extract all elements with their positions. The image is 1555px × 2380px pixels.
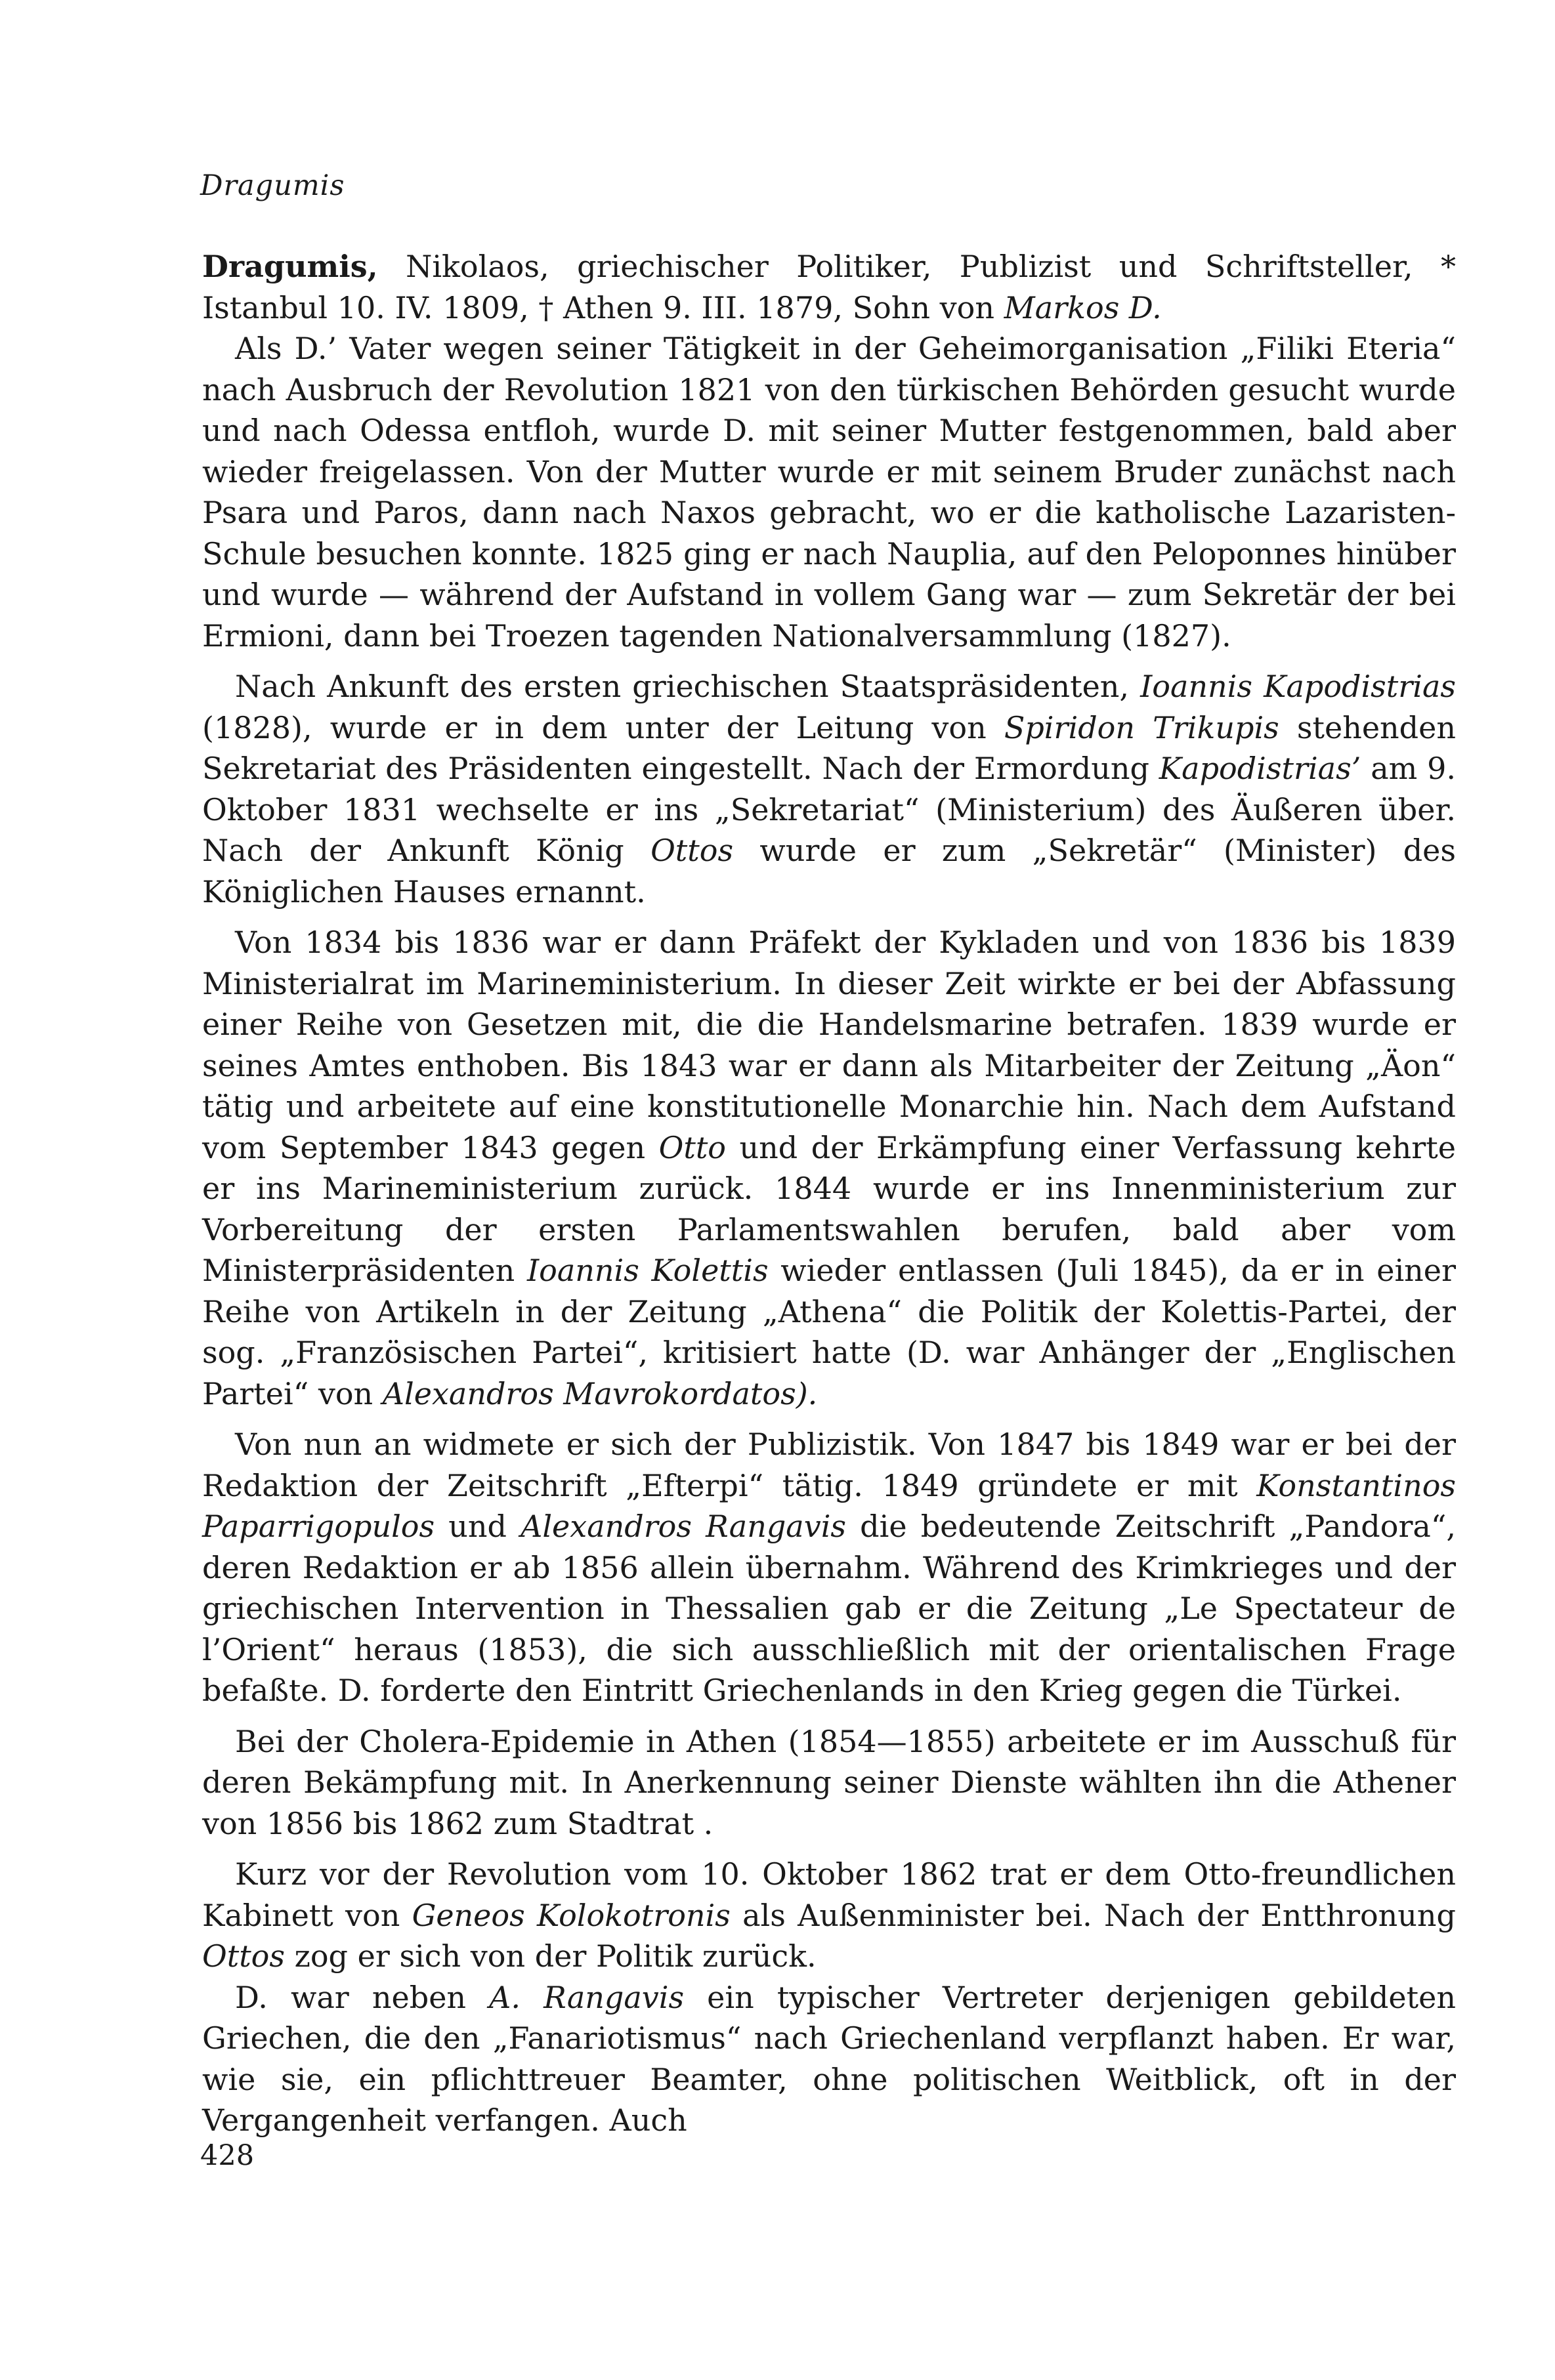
text-run: und der Erkämpfung einer Verfassung kehrte er ins Marineministerium zurück. 1844 wurde er ins Innenministerium zur Vorbereitung der ersten Parlamentswahlen berufen, bald aber vom Ministerpräsidenten [202, 1129, 1456, 1288]
text-run: ein typischer Vertreter derjenigen gebildeten Griechen, die den „Fanariotismus“ nach Griechenland verpflanzt haben. Er war, wie sie, ein pflichttreuer Beamter, ohne politischen Weitblick, oft in der Vergangenheit verfangen. Auch [202, 1979, 1456, 2138]
paragraph-5 [202, 1721, 1456, 1845]
text-run: Kurz vor der Revolution vom 10. Oktober 1862 trat er dem Otto-freundlichen Kabinett von [202, 1856, 1456, 1933]
text-run: Von 1834 bis 1836 war er dann Präfekt der Kykladen und von 1836 bis 1839 Ministerialrat im Marineministerium. In dieser Zeit wirkte er bei der Abfassung einer Reihe von Gesetzen mit, die die Handelsmarine betrafen. 1839 wurde er seines Amtes enthoben. Bis 1843 war er dann als Mitarbeiter der Zeitung „Äon“ tätig und arbeitete auf eine konstitutionelle Monarchie hin. Nach dem Aufstand vom September 1843 gegen [202, 925, 1456, 1165]
paragraph-7 [202, 1977, 1456, 2141]
text-run: wieder entlassen (Juli 1845), da er in einer Reihe von Artikeln in der Zeitung „Athena“ die Politik der Kolettis-Partei, der sog. „Französischen Partei“, kritisiert hatte (D. war Anhänger der „Englischen Partei“ von [202, 1253, 1456, 1411]
text-run: und [435, 1509, 521, 1544]
running-head: Dragumis [200, 169, 345, 202]
paragraph-2 [202, 666, 1456, 912]
lemma: Dragumis, [202, 249, 378, 284]
person-name: Ioannis Kolettis [526, 1253, 769, 1288]
text-run: (1828), wurde er in dem unter der Leitung von [202, 709, 1004, 745]
text-run: D. war neben [235, 1979, 490, 2015]
entry-paragraph [202, 246, 1456, 328]
person-name: Spiridon Trikupis [1004, 709, 1279, 745]
person-name: Konstantinos Paparrigopulos [202, 1467, 1456, 1544]
text-run: zog er sich von der Politik zurück. [284, 1938, 817, 1974]
person-name: Kapodistrias’ [1159, 751, 1361, 786]
person-name: Otto [658, 1129, 727, 1165]
person-name: A. Rangavis [489, 1979, 685, 2015]
paragraph-1 [202, 328, 1456, 656]
paragraph-4 [202, 1424, 1456, 1711]
paragraph-6 [202, 1854, 1456, 1977]
page-number: 428 [200, 2139, 255, 2172]
person-name: Ottos [650, 833, 734, 868]
body-text [202, 246, 1456, 2141]
text-run: wurde er zum „Sekretär“ (Minister) des Königlichen Hauses ernannt. [202, 833, 1456, 909]
paragraph-3 [202, 922, 1456, 1414]
person-name: Alexandros Mavrokordatos). [382, 1375, 818, 1411]
text-run: Von nun an widmete er sich der Publizistik. Von 1847 bis 1849 war er bei der Redaktion der Zeitschrift „Efterpi“ tätig. 1849 gründete er mit [202, 1427, 1456, 1503]
entry-father: Markos D. [1004, 289, 1162, 325]
text-run: Nach Ankunft des ersten griechischen Staatspräsidenten, [235, 669, 1141, 704]
text-run: als Außenminister bei. Nach der Entthronung [730, 1897, 1457, 1933]
paragraph-1-text: Als D.’ Vater wegen seiner Tätigkeit in der Geheimorganisation „Filiki Eteria“ nach Ausbruch der Revolution 1821 von den türkischen Behörden gesucht wurde und nach Odessa entfloh, wurde D. mit seiner Mutter festgenommen, bald aber wieder freigelassen. Von der Mutter wurde er mit seinem Bruder zunächst nach Psara und Paros, dann nach Naxos gebracht, wo er die katholische Lazaristen-Schule besuchen konnte. 1825 ging er nach Nauplia, auf den Peloponnes hinüber und wurde — während der Aufstand in vollem Gang war — zum Sekretär der bei Ermioni, dann bei Troezen tagenden Nationalversammlung (1827). [202, 331, 1456, 654]
person-name: Alexandros Rangavis [521, 1509, 847, 1544]
person-name: Ioannis Kapodistrias [1140, 669, 1456, 704]
person-name: Ottos [202, 1938, 285, 1974]
entry-intro: Nikolaos, griechischer Politiker, Publizist und Schriftsteller, * Istanbul 10. IV. 1809, † Athen 9. III. 1879, Sohn von [202, 249, 1456, 325]
text-run: stehenden Sekretariat des Präsidenten eingestellt. Nach der Ermordung [202, 709, 1456, 786]
text-run: die bedeutende Zeitschrift „Pandora“, deren Redaktion er ab 1856 allein übernahm. Während des Krimkrieges und der griechischen Intervention in Thessalien gab er die Zeitung „Le Spectateur de l’Orient“ heraus (1853), die sich ausschließlich mit der orientalischen Frage befaßte. D. forderte den Eintritt Griechenlands in den Krieg gegen die Türkei. [202, 1509, 1456, 1708]
person-name: Geneos Kolokotronis [412, 1897, 731, 1933]
paragraph-5-text: Bei der Cholera-Epidemie in Athen (1854—1855) arbeitete er im Ausschuß für deren Bekämpfung mit. In Anerkennung seiner Dienste wählten ihn die Athener von 1856 bis 1862 zum Stadtrat . [202, 1723, 1456, 1841]
text-run: am 9. Oktober 1831 wechselte er ins „Sekretariat“ (Ministerium) des Äußeren über. Nach der Ankunft König [202, 751, 1456, 868]
